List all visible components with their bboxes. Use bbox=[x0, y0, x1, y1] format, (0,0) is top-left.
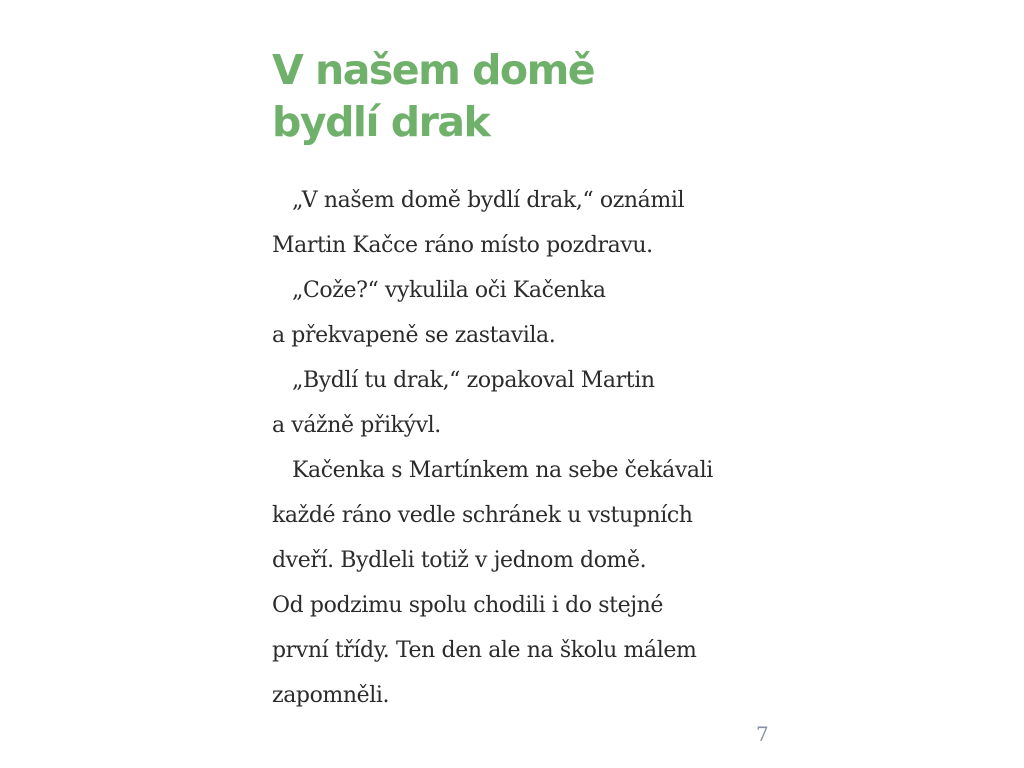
text-line: Martin Kačce ráno místo pozdravu. bbox=[272, 233, 653, 258]
text-line: „Bydlí tu drak,“ zopakoval Martin bbox=[292, 368, 655, 393]
text-line: Kačenka s Martínkem na sebe čekávali bbox=[292, 458, 713, 483]
text-line: dveří. Bydleli totiž v jednom domě. bbox=[272, 548, 647, 573]
text-line: a vážně přikývl. bbox=[272, 413, 441, 438]
text-line: a překvapeně se zastavila. bbox=[272, 323, 556, 348]
text-line: „Cože?“ vykulila oči Kačenka bbox=[292, 278, 606, 303]
chapter-body-text bbox=[272, 178, 812, 718]
text-line: Od podzimu spolu chodili i do stejné bbox=[272, 593, 664, 618]
text-line: každé ráno vedle schránek u vstupních bbox=[272, 503, 693, 528]
page-number: 7 bbox=[756, 722, 769, 746]
chapter-title-line-2: bydlí drak bbox=[272, 98, 490, 146]
text-line: první třídy. Ten den ale na školu málem bbox=[272, 638, 697, 663]
chapter-title-line-1: V našem domě bbox=[272, 46, 595, 94]
text-line: zapomněli. bbox=[272, 683, 390, 708]
chapter-title bbox=[272, 44, 792, 148]
text-line: „V našem domě bydlí drak,“ oznámil bbox=[292, 188, 685, 213]
